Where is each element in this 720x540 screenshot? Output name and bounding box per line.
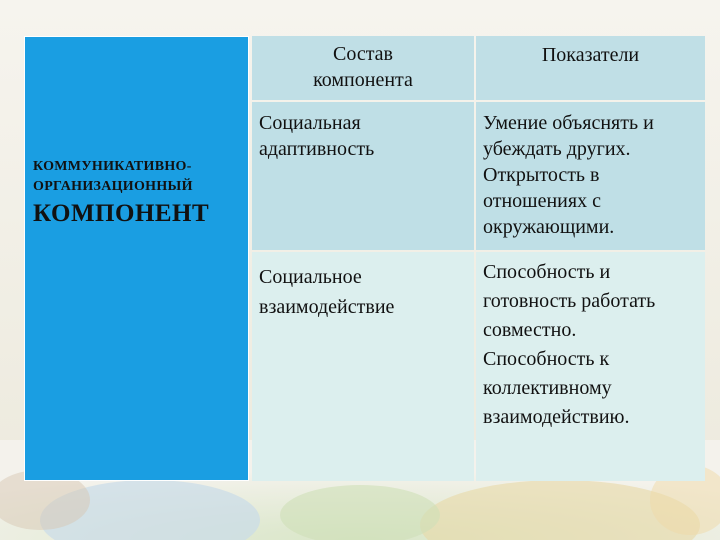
row2-indicators-line5: коллективному bbox=[483, 377, 612, 399]
row1-indicators-line4: отношениях с bbox=[483, 190, 601, 212]
row2-indicators-line4: Способность к bbox=[483, 348, 610, 370]
row1-indicators-line1: Умение объяснять и bbox=[483, 112, 654, 134]
row2-indicators-line1: Способность и bbox=[483, 261, 611, 283]
row2-composition-line1: Социальное bbox=[259, 266, 362, 288]
header-indicators bbox=[476, 36, 705, 100]
row2-composition bbox=[252, 252, 474, 481]
header-composition-line2: компонента bbox=[313, 69, 413, 91]
row1-indicators bbox=[476, 102, 705, 250]
row1-indicators-line3: Открытость в bbox=[483, 164, 600, 186]
row2-indicators bbox=[476, 252, 705, 481]
row1-composition bbox=[252, 102, 474, 250]
row2-indicators-line6: взаимодействию. bbox=[483, 406, 630, 428]
header-composition bbox=[252, 36, 474, 100]
component-name-line1: КОММУНИКАТИВНО- bbox=[33, 159, 192, 174]
component-name-cell bbox=[24, 36, 249, 481]
header-indicators-line1: Показатели bbox=[541, 44, 640, 66]
header-composition-line1: Состав bbox=[332, 43, 394, 65]
component-name bbox=[33, 157, 209, 231]
row2-indicators-line2: готовность работать bbox=[483, 290, 656, 312]
component-name-line2: ОРГАНИЗАЦИОННЫЙ bbox=[33, 179, 193, 194]
component-table bbox=[24, 36, 705, 481]
row1-indicators-line2: убеждать других. bbox=[483, 138, 631, 160]
row1-composition-line1: Социальная bbox=[259, 112, 361, 134]
row2-indicators-line3: совместно. bbox=[483, 319, 577, 341]
row2-composition-line2: взаимодействие bbox=[259, 296, 395, 318]
row1-composition-line2: адаптивность bbox=[259, 138, 375, 160]
component-name-line3: КОМПОНЕНТ bbox=[33, 200, 210, 227]
row1-indicators-line5: окружающими. bbox=[483, 216, 615, 238]
